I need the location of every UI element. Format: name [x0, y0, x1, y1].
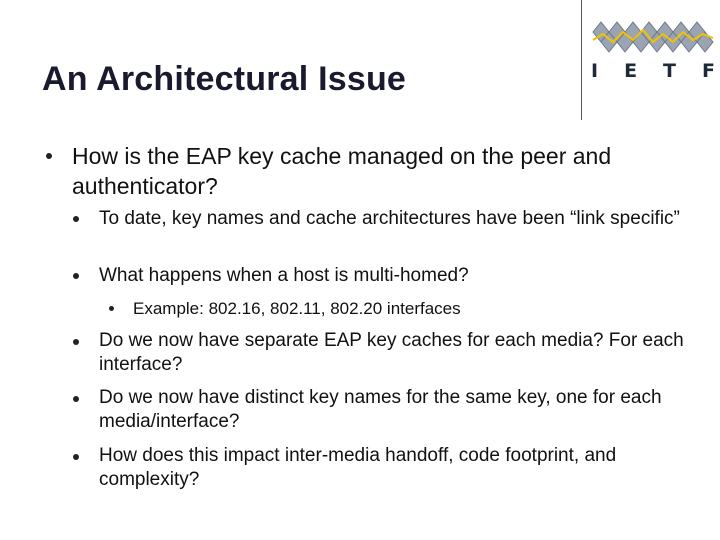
logo-letter: I	[591, 60, 599, 82]
bullet-icon	[73, 339, 79, 345]
sub-bullet-text: Do we now have distinct key names for the same key, one for each media/interface?	[99, 387, 662, 432]
bullet-icon	[73, 396, 79, 402]
bullet-icon	[73, 273, 79, 279]
bullet-icon	[73, 216, 79, 222]
logo-letter: F	[701, 60, 715, 82]
sub-bullet-text: Do we now have separate EAP key caches for each media? For each interface?	[99, 330, 684, 375]
sub-bullet-text: To date, key names and cache architectures have been “link specific”	[99, 208, 680, 229]
logo-letter: T	[663, 60, 676, 82]
bullet-icon	[46, 153, 52, 159]
bullet-icon	[73, 454, 79, 460]
slide-title: An Architectural Issue	[42, 60, 407, 98]
logo-letter: E	[624, 60, 638, 82]
main-bullet-text: How is the EAP key cache managed on the peer and authenticator?	[72, 143, 612, 199]
sub-bullet-text: What happens when a host is multi-homed?	[99, 265, 469, 286]
sub-sub-bullet-text: Example: 802.16, 802.11, 802.20 interfaces	[133, 299, 461, 318]
bullet-icon	[109, 306, 114, 311]
sub-bullet-text: How does this impact inter-media handoff, code footprint, and complexity?	[99, 445, 617, 490]
